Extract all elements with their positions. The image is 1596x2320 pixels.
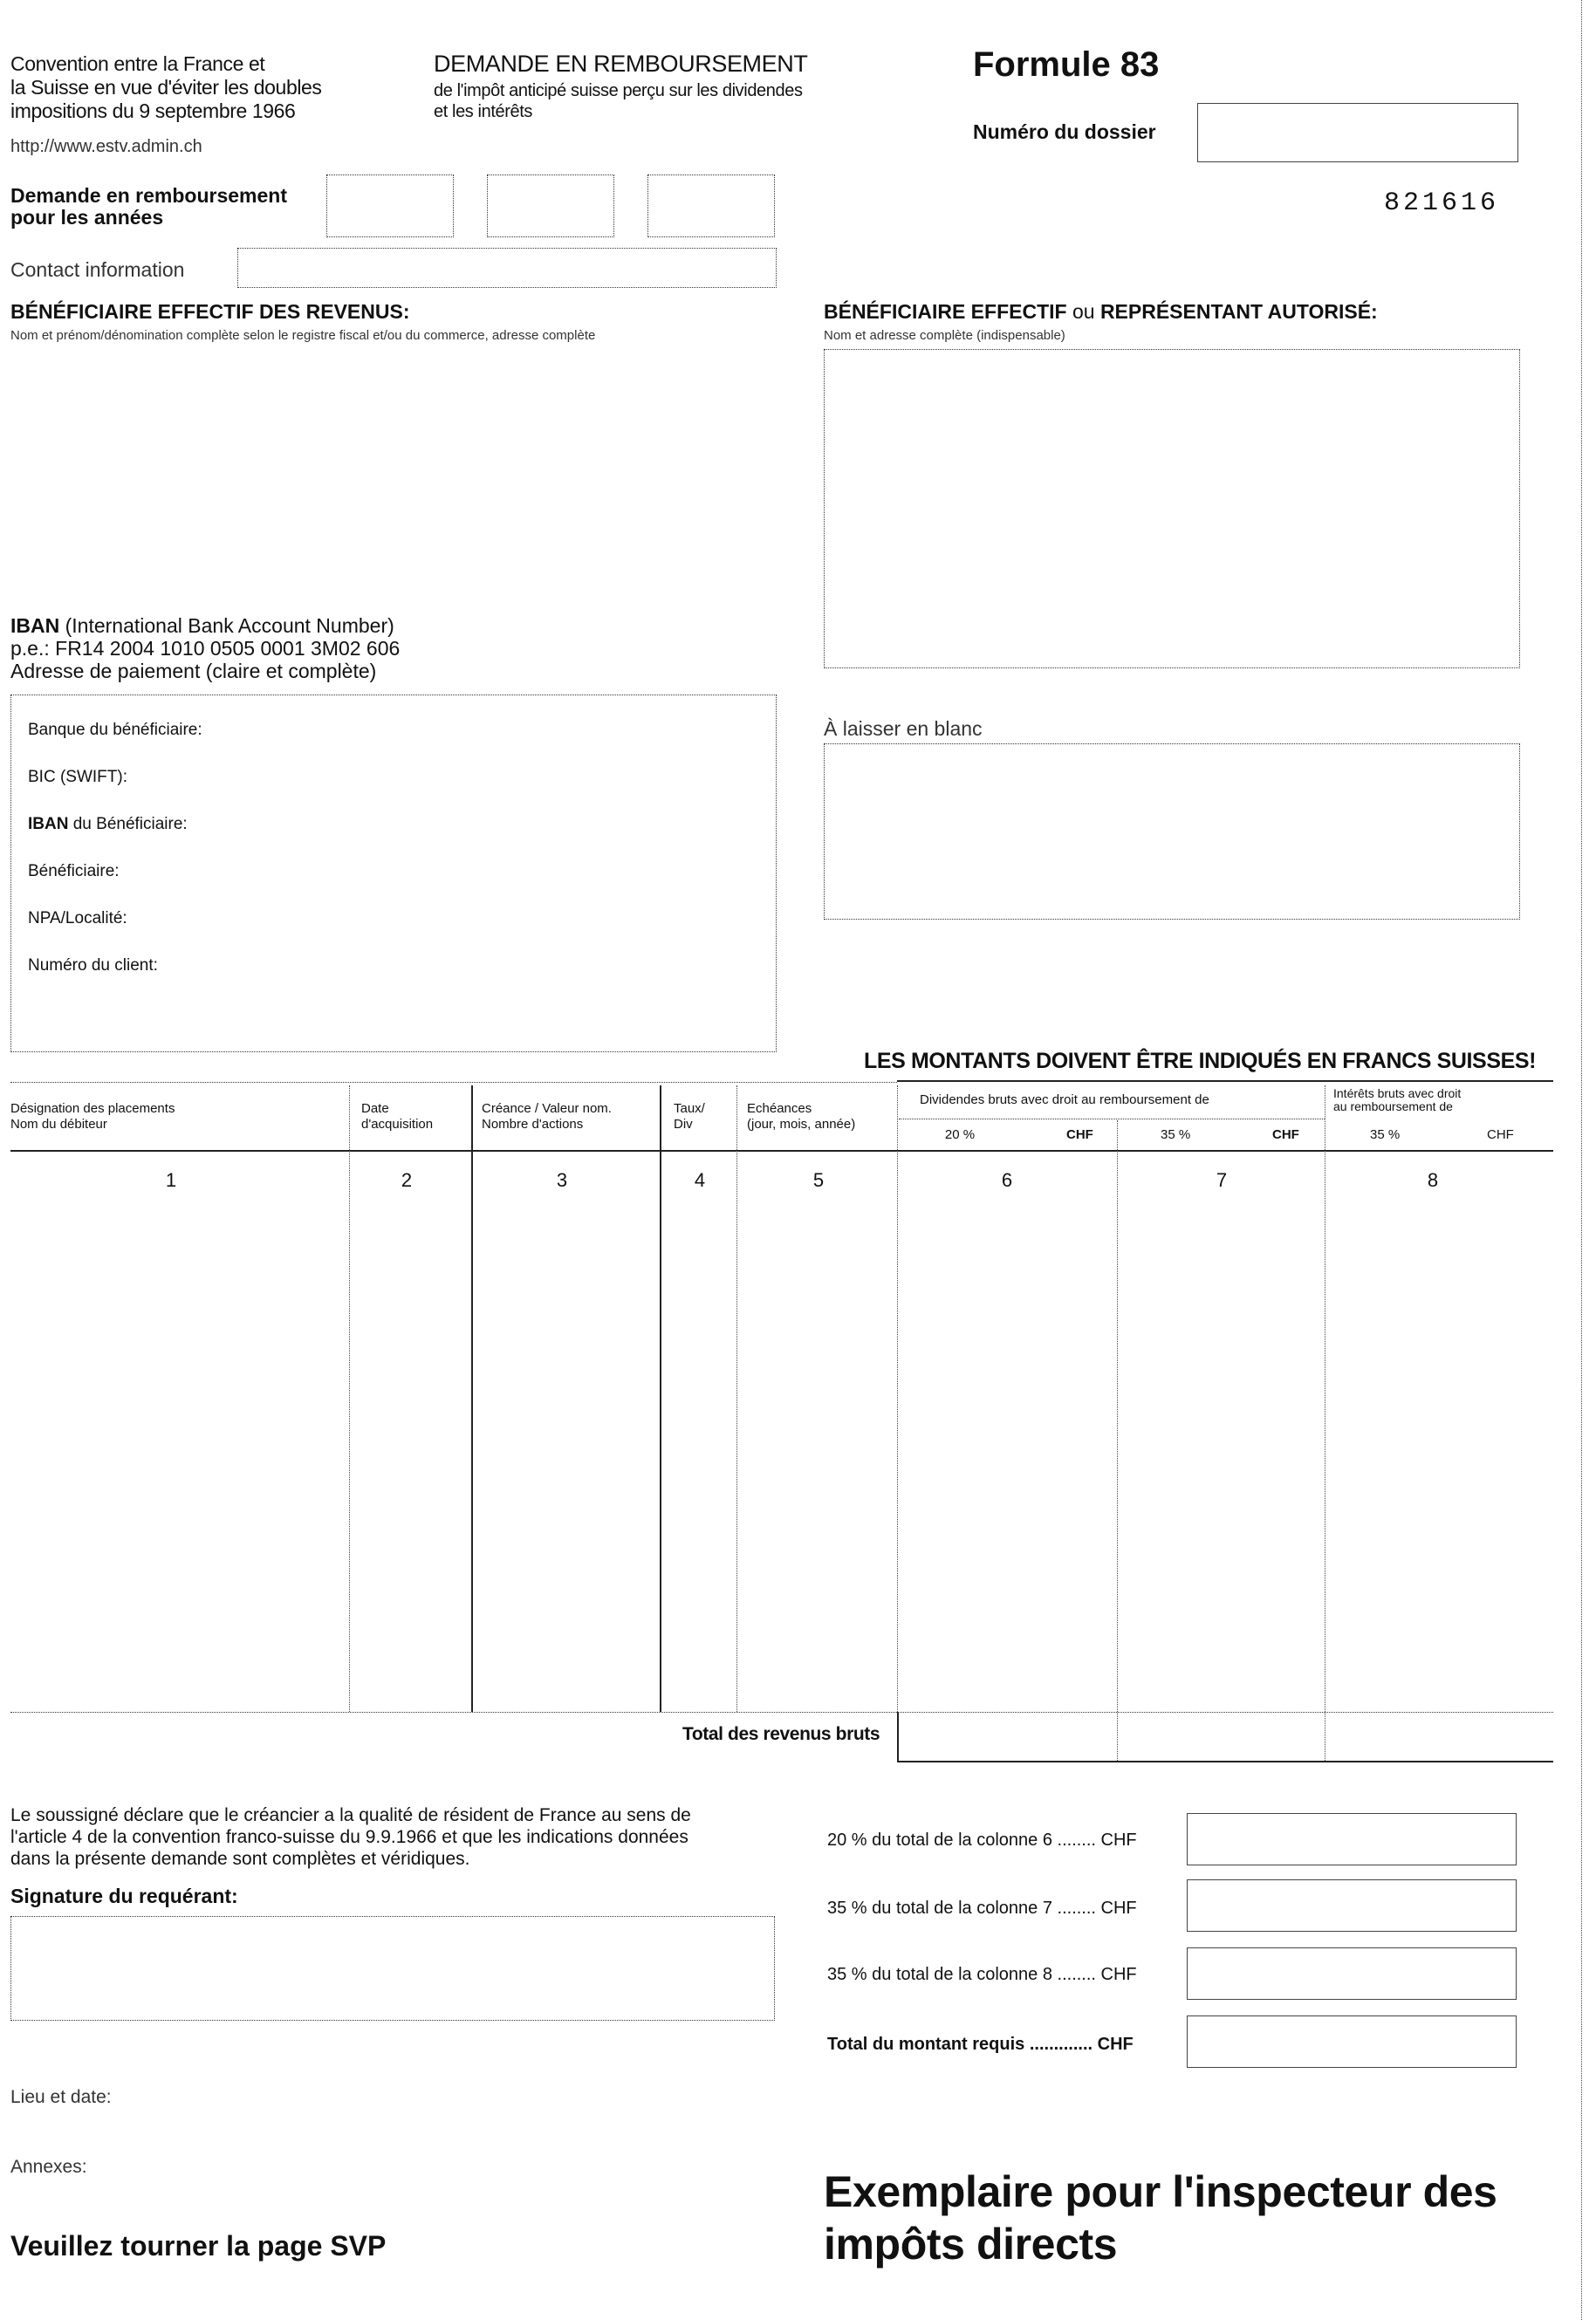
summary-row-col6: 20 % du total de la colonne 6 ........ CHF [827, 1831, 1137, 1850]
annexes-label: Annexes: [10, 2157, 87, 2177]
declaration-text: Le soussigné déclare que le créancier a la qualité de résident de France au sens de l'article 4 de la convention franco-suisse du 9.9.1966 et que les indications données dans la présente demande sont complètes et véridiques. [10, 1805, 691, 1869]
th-chf-7: CHF [1272, 1127, 1299, 1142]
total-col-7[interactable] [1119, 1714, 1323, 1761]
blank-label: À laisser en blanc [824, 717, 983, 740]
summary-field-col6[interactable] [1187, 1813, 1517, 1865]
contact-field[interactable] [237, 248, 777, 288]
representative-field[interactable] [824, 349, 1520, 668]
signature-field[interactable] [10, 1916, 775, 2021]
th-35pct-7: 35 % [1161, 1127, 1191, 1142]
turn-page-note: Veuillez tourner la page SVP [10, 2230, 387, 2262]
summary-field-col7[interactable] [1187, 1879, 1517, 1932]
iban-field-label: IBAN du Bénéficiaire: [28, 815, 188, 833]
serial-number: 821616 [1384, 188, 1500, 218]
years-label: Demande en remboursement pour les années [10, 184, 287, 229]
representative-title: BÉNÉFICIAIRE EFFECTIF ou REPRÉSENTANT AUTORISÉ: [824, 300, 1378, 323]
total-revenus-label: Total des revenus bruts [682, 1724, 880, 1744]
amounts-note: LES MONTANTS DOIVENT ÊTRE INDIQUÉS EN FRANCS SUISSES! [864, 1049, 1537, 1073]
year-field-1[interactable] [326, 175, 454, 237]
col-number-7: 7 [1216, 1169, 1228, 1191]
th-designation: Désignation des placements Nom du débiteur [10, 1101, 175, 1132]
numero-dossier-field[interactable] [1197, 103, 1518, 162]
total-col-8[interactable] [1326, 1714, 1551, 1761]
blank-field [824, 743, 1520, 920]
summary-total-field[interactable] [1187, 2015, 1517, 2068]
npa-label: NPA/Localité: [28, 909, 127, 927]
beneficiary-title: BÉNÉFICIAIRE EFFECTIF DES REVENUS: [10, 300, 410, 323]
table-top-solid [897, 1080, 1553, 1082]
signature-label: Signature du requérant: [10, 1885, 238, 1907]
col-number-6: 6 [1001, 1169, 1013, 1191]
th-echeances: Echéances (jour, mois, année) [747, 1101, 856, 1132]
beneficiary-subtitle: Nom et prénom/dénomination complète selon le registre fiscal et/ou du commerce, adresse complète [10, 328, 596, 343]
th-taux: Taux/ Div [674, 1101, 705, 1132]
table-bottom-line [10, 1712, 1553, 1713]
col-number-2: 2 [401, 1169, 413, 1191]
th-date: Date d'acquisition [361, 1101, 434, 1132]
convention-text: Convention entre la France et la Suisse en vue d'éviter les doubles impositions du 9 septembre 1966 [10, 52, 322, 122]
bank-label: Banque du bénéficiaire: [28, 721, 202, 739]
table-top-dotted [10, 1082, 897, 1083]
summary-field-col8[interactable] [1187, 1947, 1517, 2000]
year-field-3[interactable] [647, 175, 775, 237]
numero-dossier-label: Numéro du dossier [973, 120, 1156, 143]
representative-subtitle: Nom et adresse complète (indispensable) [824, 328, 1065, 343]
scan-edge-line [1581, 0, 1582, 2320]
th-chf-6: CHF [1066, 1127, 1093, 1142]
col-number-5: 5 [812, 1169, 825, 1191]
total-row-bottom [897, 1761, 1553, 1762]
th-20pct: 20 % [944, 1127, 976, 1142]
client-number-label: Numéro du client: [28, 956, 158, 975]
beneficiary-area[interactable] [10, 347, 778, 600]
th-35pct-8: 35 % [1370, 1127, 1401, 1142]
summary-row-col8: 35 % du total de la colonne 8 ........ CHF [827, 1965, 1137, 1984]
table-header-line [10, 1150, 1553, 1152]
th-creance: Créance / Valeur nom. Nombre d'actions [482, 1101, 612, 1132]
contact-label: Contact information [10, 258, 185, 281]
payment-address-box [10, 695, 777, 1052]
th-dividendes: Dividendes bruts avec droit au remboursement de [920, 1092, 1209, 1107]
col-number-3: 3 [556, 1169, 568, 1191]
col-number-1: 1 [165, 1169, 177, 1191]
col-number-8: 8 [1427, 1169, 1439, 1191]
formule-title: Formule 83 [973, 45, 1160, 84]
col-number-4: 4 [694, 1169, 706, 1191]
table-body[interactable] [10, 1197, 1553, 1710]
lieu-date-label: Lieu et date: [10, 2087, 112, 2107]
th-interets: Intérêts bruts avec droit au remboursement de [1333, 1086, 1462, 1113]
demande-subtitle: de l'impôt anticipé suisse perçu sur les dividendes et les intérêts [434, 81, 803, 121]
footer-title: Exemplaire pour l'inspecteur des impôts directs [824, 2167, 1497, 2269]
beneficiary-label: Bénéficiaire: [28, 862, 120, 880]
summary-row-col7: 35 % du total de la colonne 7 ........ CHF [827, 1899, 1137, 1918]
bic-label: BIC (SWIFT): [28, 768, 127, 786]
year-field-2[interactable] [487, 175, 614, 237]
total-col-6[interactable] [899, 1714, 1115, 1761]
iban-heading: IBAN (International Bank Account Number) p.e.: FR14 2004 1010 0505 0001 3M02 606 Adresse de paiement (claire et complète) [10, 614, 401, 682]
th-chf-8: CHF [1487, 1127, 1514, 1142]
demande-title: DEMANDE EN REMBOURSEMENT [434, 51, 808, 77]
summary-total-label: Total du montant requis ............. CHF [827, 2035, 1134, 2054]
website-link[interactable]: http://www.estv.admin.ch [10, 137, 202, 156]
